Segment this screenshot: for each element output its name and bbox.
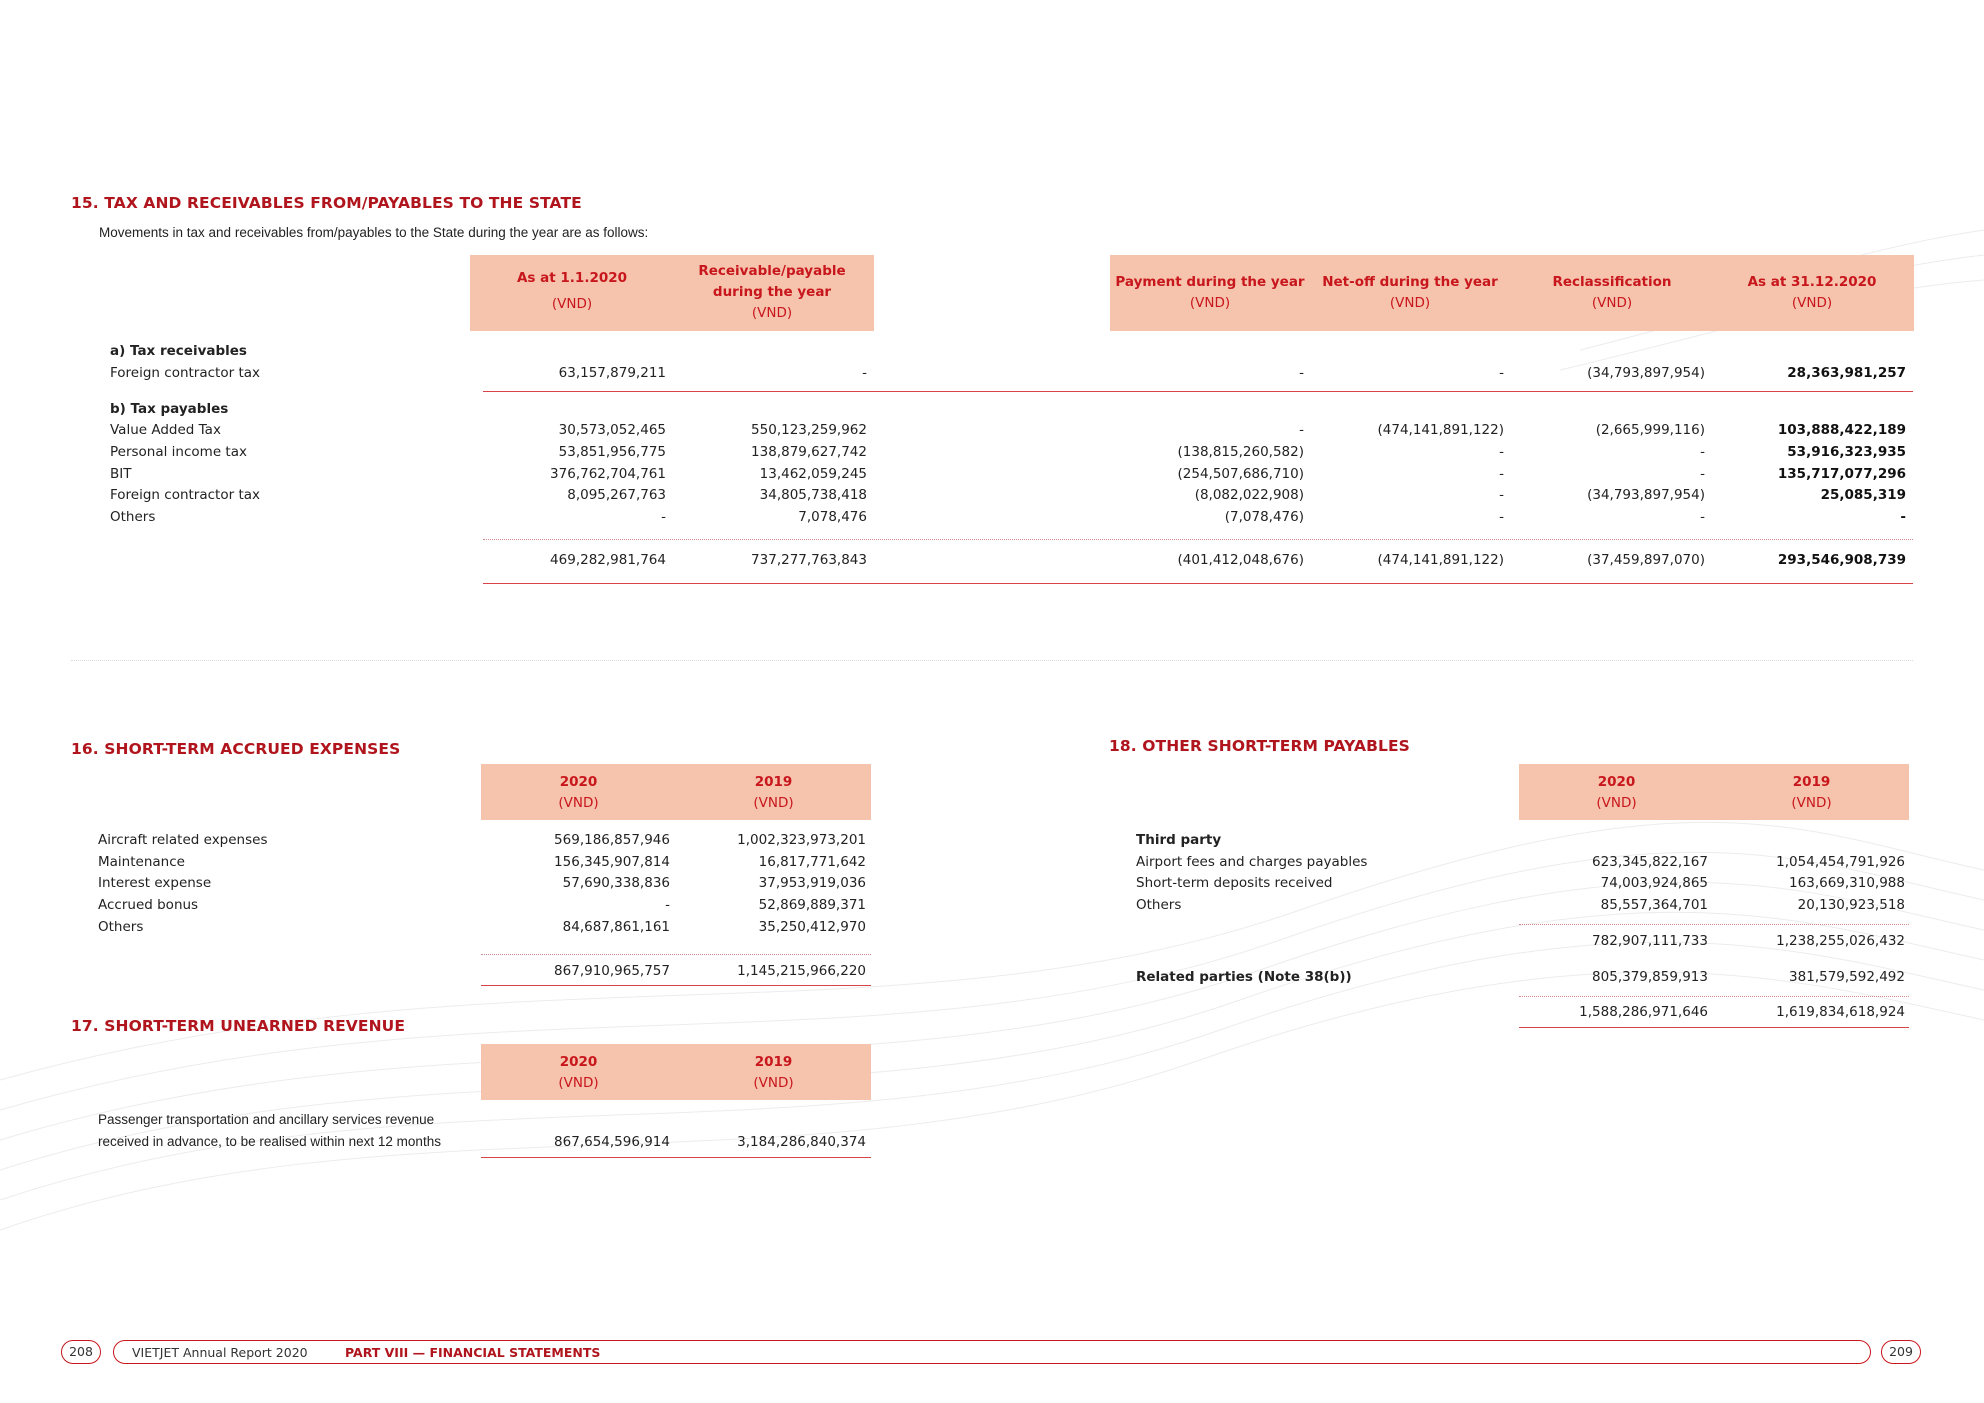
header-unit: (VND) <box>1596 795 1637 811</box>
related-parties-label: Related parties (Note 38(b)) <box>1136 969 1352 985</box>
cell-2019: 35,250,412,970 <box>758 919 866 935</box>
header-label: Net-off during the year <box>1322 274 1498 290</box>
note18-header-2020 <box>1519 772 1714 814</box>
cell-receivable: 7,078,476 <box>798 509 867 525</box>
total-reclass: (37,459,897,070) <box>1587 552 1705 568</box>
row-label: Others <box>98 919 144 935</box>
row-label: Interest expense <box>98 875 212 891</box>
note18-header-2019 <box>1714 772 1909 814</box>
cell-opening: 8,095,267,763 <box>567 487 666 503</box>
header-unit: (VND) <box>751 305 793 321</box>
footer-report-name: VIETJET Annual Report 2020 <box>132 1345 308 1360</box>
cell-closing: 103,888,422,189 <box>1777 422 1906 438</box>
cell-reclass: (34,793,897,954) <box>1587 365 1705 381</box>
header-unit: (VND) <box>1791 295 1833 311</box>
cell-netoff: (474,141,891,122) <box>1377 422 1504 438</box>
total-closing: 293,546,908,739 <box>1777 552 1906 568</box>
cell-closing: 25,085,319 <box>1820 487 1906 503</box>
note15-header-payment <box>1110 272 1310 314</box>
cell-opening: 376,762,704,761 <box>550 466 666 482</box>
cell-2019: 1,002,323,973,201 <box>737 832 866 848</box>
cell-payment: (138,815,260,582) <box>1177 444 1304 460</box>
note15-header-netoff <box>1310 272 1510 314</box>
cell-reclass: - <box>1700 509 1705 525</box>
cell-2020: 569,186,857,946 <box>554 832 670 848</box>
cell-opening: 53,851,956,775 <box>558 444 666 460</box>
row-label: Others <box>1136 897 1182 913</box>
header-unit: (VND) <box>1791 795 1832 811</box>
total-2020: 1,588,286,971,646 <box>1579 1004 1708 1020</box>
cell-2020: 805,379,859,913 <box>1592 969 1708 985</box>
cell-closing: 53,916,323,935 <box>1787 444 1906 460</box>
row-label: Foreign contractor tax <box>110 365 260 381</box>
cell-netoff: - <box>1499 509 1504 525</box>
cell-opening: 63,157,879,211 <box>558 365 666 381</box>
tax-receivables-heading: a) Tax receivables <box>110 343 247 359</box>
note17-header-2019 <box>676 1052 871 1094</box>
header-unit: (VND) <box>551 296 593 312</box>
cell-closing: 135,717,077,296 <box>1777 466 1906 482</box>
header-unit: (VND) <box>1591 295 1633 311</box>
tax-payables-heading: b) Tax payables <box>110 401 229 417</box>
header-unit: (VND) <box>558 1075 599 1091</box>
cell-2020: 85,557,364,701 <box>1600 897 1708 913</box>
note15-title: 15. TAX AND RECEIVABLES FROM/PAYABLES TO THE STATE <box>71 194 582 212</box>
rule <box>481 1157 871 1158</box>
cell-netoff: - <box>1499 466 1504 482</box>
cell-payment: - <box>1299 365 1304 381</box>
row-label: Value Added Tax <box>110 422 221 438</box>
cell-payment: - <box>1299 422 1304 438</box>
unearned-revenue-label-line2: received in advance, to be realised within next 12 months <box>98 1134 441 1149</box>
cell-receivable: 138,879,627,742 <box>751 444 867 460</box>
dotted-rule <box>481 954 871 955</box>
header-unit: (VND) <box>753 1075 794 1091</box>
row-label: Accrued bonus <box>98 897 199 913</box>
cell-netoff: - <box>1499 365 1504 381</box>
note15-header-closing <box>1712 272 1912 314</box>
cell-2019: 1,054,454,791,926 <box>1776 854 1905 870</box>
header-label: Receivable/payable during the year <box>698 263 846 300</box>
cell-2019: 381,579,592,492 <box>1789 969 1905 985</box>
header-label: As at 31.12.2020 <box>1747 274 1877 290</box>
header-unit: (VND) <box>1189 295 1231 311</box>
row-label: Personal income tax <box>110 444 247 460</box>
note15-intro: Movements in tax and receivables from/payables to the State during the year are as follows: <box>99 225 649 240</box>
total-opening: 469,282,981,764 <box>550 552 666 568</box>
row-label: Short-term deposits received <box>1136 875 1333 891</box>
row-label: Others <box>110 509 156 525</box>
cell-closing: 28,363,981,257 <box>1787 365 1906 381</box>
total-2020: 867,910,965,757 <box>554 963 670 979</box>
cell-2020: 156,345,907,814 <box>554 854 670 870</box>
row-label: Foreign contractor tax <box>110 487 260 503</box>
header-unit: (VND) <box>558 795 599 811</box>
header-label: 2019 <box>754 774 793 790</box>
dotted-rule <box>483 539 1913 540</box>
rule <box>483 391 1913 392</box>
rule <box>1519 1027 1909 1028</box>
cell-closing: - <box>1900 509 1906 525</box>
row-label: Airport fees and charges payables <box>1136 854 1368 870</box>
unearned-revenue-label-line1: Passenger transportation and ancillary services revenue <box>98 1112 435 1127</box>
cell-2020: 74,003,924,865 <box>1600 875 1708 891</box>
cell-reclass: (34,793,897,954) <box>1587 487 1705 503</box>
total-2019: 1,145,215,966,220 <box>737 963 866 979</box>
cell-opening: 30,573,052,465 <box>558 422 666 438</box>
cell-2019: 20,130,923,518 <box>1797 897 1905 913</box>
note16-header-2020 <box>481 772 676 814</box>
total-2019: 1,619,834,618,924 <box>1776 1004 1905 1020</box>
subtotal-2019: 1,238,255,026,432 <box>1776 933 1905 949</box>
cell-2019: 16,817,771,642 <box>758 854 866 870</box>
cell-opening: - <box>661 509 666 525</box>
third-party-heading: Third party <box>1136 832 1222 848</box>
header-label: As at 1.1.2020 <box>516 270 628 286</box>
cell-2019: 3,184,286,840,374 <box>737 1134 866 1150</box>
note17-title: 17. SHORT-TERM UNEARNED REVENUE <box>71 1017 406 1035</box>
cell-payment: (7,078,476) <box>1224 509 1304 525</box>
header-label: 2019 <box>1792 774 1831 790</box>
note15-header-opening <box>472 268 672 315</box>
cell-netoff: - <box>1499 444 1504 460</box>
cell-2019: 52,869,889,371 <box>758 897 866 913</box>
header-label: 2020 <box>559 774 598 790</box>
header-label: Payment during the year <box>1115 274 1305 290</box>
total-receivable: 737,277,763,843 <box>751 552 867 568</box>
cell-2020: - <box>665 897 670 913</box>
cell-receivable: 550,123,259,962 <box>751 422 867 438</box>
footer-part: PART VIII — FINANCIAL STATEMENTS <box>345 1345 601 1360</box>
header-unit: (VND) <box>1389 295 1431 311</box>
cell-2019: 163,669,310,988 <box>1789 875 1905 891</box>
rule <box>483 583 1913 584</box>
header-label: Reclassification <box>1552 274 1672 290</box>
cell-2020: 57,690,338,836 <box>562 875 670 891</box>
row-label: Aircraft related expenses <box>98 832 268 848</box>
dotted-rule <box>1519 996 1909 997</box>
cell-reclass: - <box>1700 466 1705 482</box>
cell-payment: (254,507,686,710) <box>1177 466 1304 482</box>
dotted-rule <box>1519 924 1909 925</box>
rule <box>481 985 871 986</box>
cell-2019: 37,953,919,036 <box>758 875 866 891</box>
cell-payment: (8,082,022,908) <box>1194 487 1304 503</box>
cell-reclass: (2,665,999,116) <box>1595 422 1705 438</box>
cell-2020: 84,687,861,161 <box>562 919 670 935</box>
row-label: BIT <box>110 466 132 482</box>
header-unit: (VND) <box>753 795 794 811</box>
cell-receivable: 34,805,738,418 <box>759 487 867 503</box>
row-label: Maintenance <box>98 854 185 870</box>
note16-title: 16. SHORT-TERM ACCRUED EXPENSES <box>71 740 401 758</box>
cell-receivable: - <box>862 365 867 381</box>
header-label: 2020 <box>1597 774 1636 790</box>
total-netoff: (474,141,891,122) <box>1377 552 1504 568</box>
note15-header-receivable <box>672 261 872 324</box>
subtotal-2020: 782,907,111,733 <box>1592 933 1708 949</box>
section-divider <box>71 660 1913 661</box>
note16-header-2019 <box>676 772 871 814</box>
note15-header-reclass <box>1512 272 1712 314</box>
note18-title: 18. OTHER SHORT-TERM PAYABLES <box>1109 737 1410 755</box>
cell-netoff: - <box>1499 487 1504 503</box>
cell-2020: 623,345,822,167 <box>1592 854 1708 870</box>
header-label: 2019 <box>754 1054 793 1070</box>
note17-header-2020 <box>481 1052 676 1094</box>
total-payment: (401,412,048,676) <box>1177 552 1304 568</box>
page-number-left: 208 <box>61 1340 101 1364</box>
header-label: 2020 <box>559 1054 598 1070</box>
cell-receivable: 13,462,059,245 <box>759 466 867 482</box>
page-number-right: 209 <box>1881 1340 1921 1364</box>
cell-reclass: - <box>1700 444 1705 460</box>
cell-2020: 867,654,596,914 <box>554 1134 670 1150</box>
